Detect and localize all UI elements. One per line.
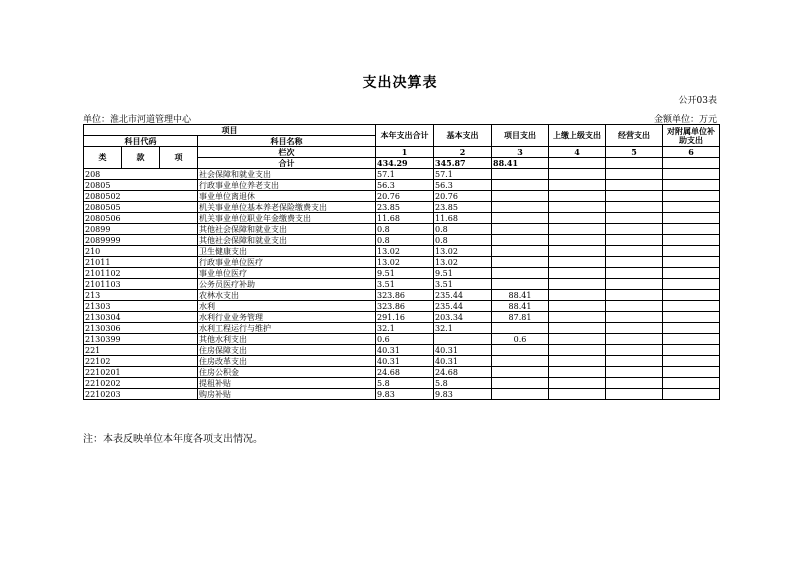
total-cell: 9.51 [376, 268, 434, 279]
basic-cell: 24.68 [434, 367, 492, 378]
table-row [84, 246, 720, 257]
upper-cell [549, 312, 606, 323]
upper-cell [549, 257, 606, 268]
header-lanci: 栏次 [198, 147, 376, 158]
total-cell: 3.51 [376, 279, 434, 290]
subject-code: 2130306 [84, 323, 198, 334]
upper-cell [549, 180, 606, 191]
subject-code: 2210203 [84, 389, 198, 400]
project-cell [492, 279, 549, 290]
table-row [84, 367, 720, 378]
upper-cell [549, 169, 606, 180]
subject-name: 水利工程运行与维护 [198, 323, 376, 334]
subject-code: 2089999 [84, 235, 198, 246]
subject-name: 其他水利支出 [198, 334, 376, 345]
project-cell [492, 191, 549, 202]
subject-code: 2080506 [84, 213, 198, 224]
header-subject-code: 科目代码 [84, 136, 198, 147]
business-cell [606, 389, 663, 400]
table-row [84, 279, 720, 290]
business-cell [606, 191, 663, 202]
subject-code: 2130304 [84, 312, 198, 323]
basic-cell: 3.51 [434, 279, 492, 290]
subject-code: 208 [84, 169, 198, 180]
total-cell: 291.16 [376, 312, 434, 323]
unit-label: 单位：淮北市河道管理中心 [83, 115, 192, 125]
subsidy-cell [663, 367, 720, 378]
total-project: 88.41 [492, 158, 549, 169]
business-cell [606, 312, 663, 323]
total-cell: 323.86 [376, 290, 434, 301]
business-cell [606, 279, 663, 290]
table-row [84, 213, 720, 224]
subsidy-cell [663, 389, 720, 400]
subject-name: 公务员医疗补助 [198, 279, 376, 290]
project-cell [492, 323, 549, 334]
upper-cell [549, 290, 606, 301]
subsidy-cell [663, 169, 720, 180]
business-cell [606, 268, 663, 279]
header-xiang: 项 [160, 147, 198, 169]
subject-code: 2130399 [84, 334, 198, 345]
header-n2: 2 [434, 147, 492, 158]
subject-code: 22102 [84, 356, 198, 367]
total-cell: 20.76 [376, 191, 434, 202]
subsidy-cell [663, 213, 720, 224]
subsidy-cell [663, 323, 720, 334]
total-cell: 40.31 [376, 345, 434, 356]
subject-name: 水利 [198, 301, 376, 312]
business-cell [606, 235, 663, 246]
subject-code: 221 [84, 345, 198, 356]
basic-cell: 0.8 [434, 224, 492, 235]
project-cell [492, 257, 549, 268]
subject-name: 事业单位离退休 [198, 191, 376, 202]
upper-cell [549, 235, 606, 246]
basic-cell: 40.31 [434, 356, 492, 367]
subject-code: 2080505 [84, 202, 198, 213]
subject-code: 21011 [84, 257, 198, 268]
basic-cell: 56.3 [434, 180, 492, 191]
basic-cell: 13.02 [434, 246, 492, 257]
project-cell: 0.6 [492, 334, 549, 345]
subsidy-cell [663, 356, 720, 367]
total-cell: 13.02 [376, 257, 434, 268]
table-row [84, 301, 720, 312]
basic-cell: 0.8 [434, 235, 492, 246]
subsidy-cell [663, 290, 720, 301]
header-col-project: 项目支出 [492, 125, 549, 147]
total-basic: 345.87 [434, 158, 492, 169]
amount-unit: 金额单位：万元 [653, 115, 717, 125]
subject-name: 社会保障和就业支出 [198, 169, 376, 180]
header-col-upper: 上缴上级支出 [549, 125, 606, 147]
upper-cell [549, 334, 606, 345]
total-label: 合计 [198, 158, 376, 169]
table-row [84, 180, 720, 191]
total-cell: 0.8 [376, 224, 434, 235]
subsidy-cell [663, 202, 720, 213]
subject-name: 住房保障支出 [198, 345, 376, 356]
project-cell [492, 169, 549, 180]
subject-name: 机关事业单位基本养老保险缴费支出 [198, 202, 376, 213]
basic-cell [434, 334, 492, 345]
business-cell [606, 213, 663, 224]
table-row [84, 224, 720, 235]
subject-name: 其他社会保障和就业支出 [198, 235, 376, 246]
table-row [84, 334, 720, 345]
basic-cell: 20.76 [434, 191, 492, 202]
header-n1: 1 [376, 147, 434, 158]
subject-name: 农林水支出 [198, 290, 376, 301]
project-cell: 87.81 [492, 312, 549, 323]
business-cell [606, 257, 663, 268]
project-cell [492, 246, 549, 257]
header-kuan: 款 [122, 147, 160, 169]
business-cell [606, 378, 663, 389]
subsidy-cell [663, 268, 720, 279]
total-cell: 11.68 [376, 213, 434, 224]
basic-cell: 13.02 [434, 257, 492, 268]
basic-cell: 235.44 [434, 290, 492, 301]
header-subject-name: 科目名称 [198, 136, 376, 147]
business-cell [606, 290, 663, 301]
table-row [84, 202, 720, 213]
subject-name: 行政事业单位养老支出 [198, 180, 376, 191]
header-n4: 4 [549, 147, 606, 158]
business-cell [606, 301, 663, 312]
basic-cell: 23.85 [434, 202, 492, 213]
project-cell [492, 378, 549, 389]
business-cell [606, 202, 663, 213]
upper-cell [549, 378, 606, 389]
table-row [84, 389, 720, 400]
table-row [84, 235, 720, 246]
subsidy-cell [663, 257, 720, 268]
project-cell: 88.41 [492, 290, 549, 301]
subject-code: 2210201 [84, 367, 198, 378]
table-row [84, 356, 720, 367]
subsidy-cell [663, 378, 720, 389]
footnote: 注：本表反映单位本年度各项支出情况。 [83, 434, 263, 445]
basic-cell: 11.68 [434, 213, 492, 224]
table-row [84, 169, 720, 180]
project-cell [492, 268, 549, 279]
total-cell: 23.85 [376, 202, 434, 213]
basic-cell: 5.8 [434, 378, 492, 389]
subject-name: 机关事业单位职业年金缴费支出 [198, 213, 376, 224]
total-cell: 56.3 [376, 180, 434, 191]
subject-code: 2210202 [84, 378, 198, 389]
upper-cell [549, 345, 606, 356]
project-cell [492, 389, 549, 400]
subsidy-cell [663, 224, 720, 235]
business-cell [606, 345, 663, 356]
header-n5: 5 [606, 147, 663, 158]
total-subsidy [663, 158, 720, 169]
upper-cell [549, 301, 606, 312]
header-col-total: 本年支出合计 [376, 125, 434, 147]
subsidy-cell [663, 301, 720, 312]
table-row [84, 257, 720, 268]
basic-cell: 203.34 [434, 312, 492, 323]
upper-cell [549, 191, 606, 202]
total-upper [549, 158, 606, 169]
form-number: 公开03表 [678, 96, 717, 106]
header-row-3 [84, 147, 720, 158]
header-col-subsidy: 对附属单位补助支出 [663, 125, 720, 147]
total-business [606, 158, 663, 169]
basic-cell: 9.83 [434, 389, 492, 400]
project-cell [492, 367, 549, 378]
upper-cell [549, 356, 606, 367]
subject-code: 210 [84, 246, 198, 257]
header-lei: 类 [84, 147, 122, 169]
subject-name: 卫生健康支出 [198, 246, 376, 257]
subject-name: 提租补贴 [198, 378, 376, 389]
subject-name: 住房改革支出 [198, 356, 376, 367]
project-cell [492, 224, 549, 235]
subsidy-cell [663, 235, 720, 246]
project-cell [492, 180, 549, 191]
header-row-1 [84, 125, 720, 136]
table-row [84, 323, 720, 334]
total-cell: 9.83 [376, 389, 434, 400]
upper-cell [549, 202, 606, 213]
subject-name: 行政事业单位医疗 [198, 257, 376, 268]
business-cell [606, 224, 663, 235]
business-cell [606, 169, 663, 180]
subsidy-cell [663, 345, 720, 356]
subject-code: 20899 [84, 224, 198, 235]
project-cell: 88.41 [492, 301, 549, 312]
total-cell: 5.8 [376, 378, 434, 389]
total-cell: 24.68 [376, 367, 434, 378]
subject-code: 2080502 [84, 191, 198, 202]
business-cell [606, 180, 663, 191]
business-cell [606, 367, 663, 378]
basic-cell: 235.44 [434, 301, 492, 312]
table-row [84, 378, 720, 389]
total-cell: 0.6 [376, 334, 434, 345]
total-cell: 13.02 [376, 246, 434, 257]
subject-code: 2101102 [84, 268, 198, 279]
subsidy-cell [663, 334, 720, 345]
upper-cell [549, 224, 606, 235]
total-cell: 57.1 [376, 169, 434, 180]
project-cell [492, 345, 549, 356]
table-row [84, 191, 720, 202]
upper-cell [549, 246, 606, 257]
header-col-business: 经营支出 [606, 125, 663, 147]
upper-cell [549, 367, 606, 378]
business-cell [606, 246, 663, 257]
project-cell [492, 356, 549, 367]
subsidy-cell [663, 312, 720, 323]
upper-cell [549, 279, 606, 290]
table-row [84, 345, 720, 356]
header-col-basic: 基本支出 [434, 125, 492, 147]
subject-name: 其他社会保障和就业支出 [198, 224, 376, 235]
total-cell: 40.31 [376, 356, 434, 367]
table-row [84, 290, 720, 301]
basic-cell: 9.51 [434, 268, 492, 279]
basic-cell: 57.1 [434, 169, 492, 180]
table-row [84, 268, 720, 279]
project-cell [492, 202, 549, 213]
subsidy-cell [663, 246, 720, 257]
total-cell: 323.86 [376, 301, 434, 312]
total-cell: 0.8 [376, 235, 434, 246]
total-cell: 32.1 [376, 323, 434, 334]
project-cell [492, 213, 549, 224]
subject-name: 事业单位医疗 [198, 268, 376, 279]
upper-cell [549, 213, 606, 224]
table-row [84, 312, 720, 323]
subsidy-cell [663, 279, 720, 290]
business-cell [606, 323, 663, 334]
upper-cell [549, 323, 606, 334]
expenditure-table [83, 124, 720, 400]
project-cell [492, 235, 549, 246]
subsidy-cell [663, 180, 720, 191]
upper-cell [549, 268, 606, 279]
total-value: 434.29 [376, 158, 434, 169]
header-n3: 3 [492, 147, 549, 158]
basic-cell: 32.1 [434, 323, 492, 334]
subject-code: 2101103 [84, 279, 198, 290]
header-n6: 6 [663, 147, 720, 158]
subject-code: 20805 [84, 180, 198, 191]
page-title: 支出决算表 [362, 75, 438, 91]
subject-name: 住房公积金 [198, 367, 376, 378]
basic-cell: 40.31 [434, 345, 492, 356]
subject-name: 购房补贴 [198, 389, 376, 400]
business-cell [606, 334, 663, 345]
subject-code: 213 [84, 290, 198, 301]
business-cell [606, 356, 663, 367]
header-item: 项目 [84, 125, 376, 136]
upper-cell [549, 389, 606, 400]
subject-code: 21303 [84, 301, 198, 312]
subject-name: 水利行业业务管理 [198, 312, 376, 323]
subsidy-cell [663, 191, 720, 202]
